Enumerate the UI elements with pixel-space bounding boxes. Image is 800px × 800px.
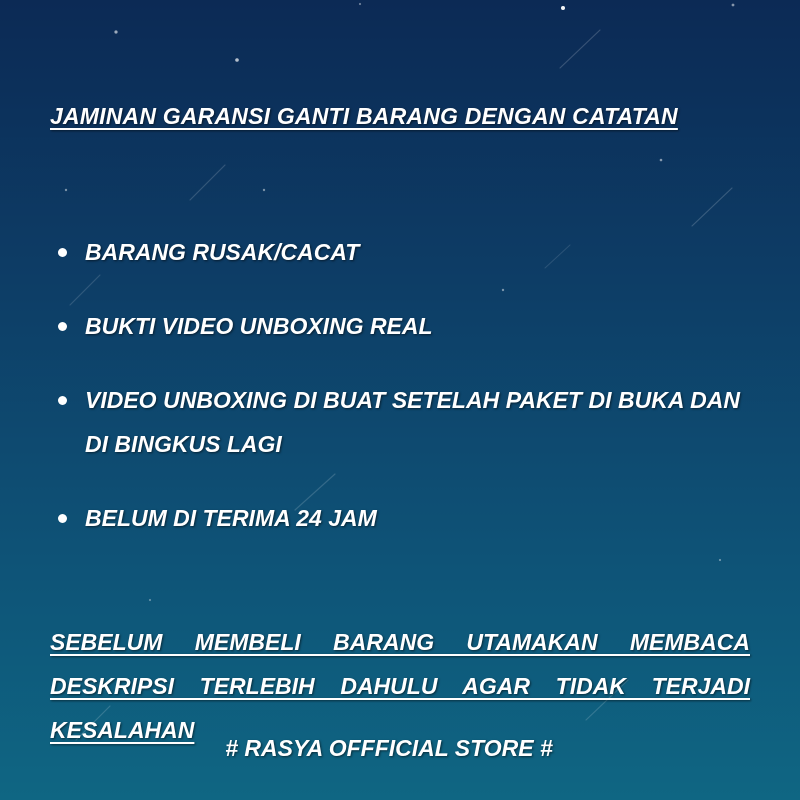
store-signature: # RASYA OFFFICIAL STORE # bbox=[225, 735, 553, 761]
warranty-conditions-list bbox=[50, 230, 750, 570]
warranty-heading: JAMINAN GARANSI GANTI BARANG DENGAN CATATAN bbox=[50, 103, 678, 129]
reminder-note: SEBELUM MEMBELI BARANG UTAMAKAN MEMBACA DESKRIPSI TERLEBIH DAHULU AGAR TIDAK TERJADI KESALAHAN bbox=[50, 629, 750, 743]
list-item bbox=[50, 304, 740, 348]
list-item-text: VIDEO UNBOXING DI BUAT SETELAH PAKET DI BUKA DAN DI BINGKUS LAGI bbox=[85, 387, 740, 457]
list-item bbox=[50, 230, 740, 274]
list-item-text: BUKTI VIDEO UNBOXING REAL bbox=[85, 313, 433, 339]
list-item-text: BARANG RUSAK/CACAT bbox=[85, 239, 360, 265]
list-item bbox=[50, 378, 740, 466]
list-item-text: BELUM DI TERIMA 24 JAM bbox=[85, 505, 377, 531]
list-item bbox=[50, 496, 740, 540]
